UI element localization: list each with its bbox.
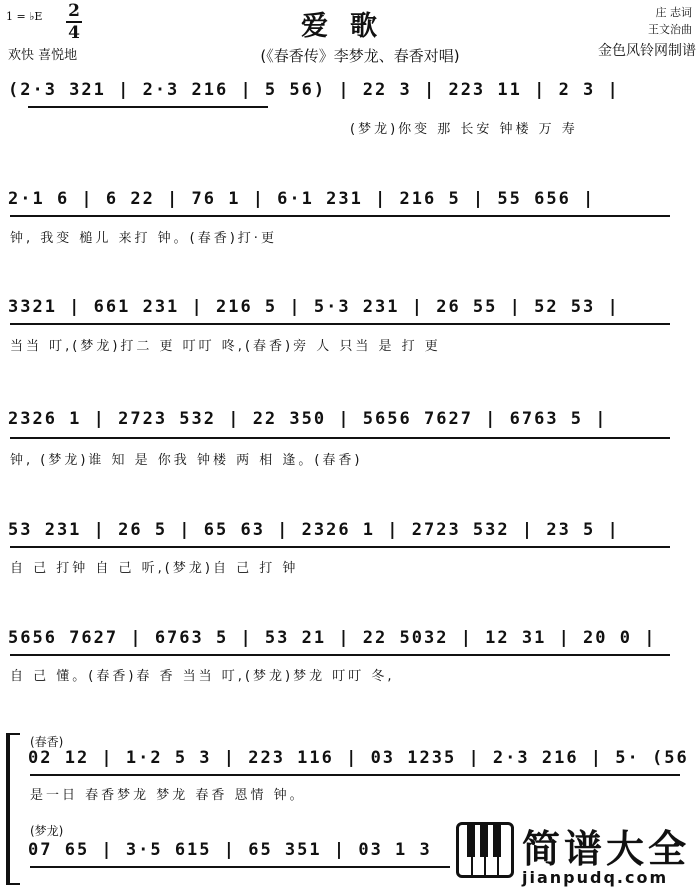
lyrics-line-chunxiang: 是一日 春香梦龙 梦龙 春香 恩情 钟。 [30,788,306,803]
time-signature [66,2,82,42]
system-brace [6,733,20,885]
piano-icon [456,822,514,878]
beam-line [10,215,670,217]
role-label-menglong: (梦龙) [30,824,64,838]
notation-line-chunxiang: 02 12 | 1·2 5 3 | 223 116 | 03 1235 | 2·3 216 | 5· (56 [28,748,689,768]
song-title: 爱歌 [301,11,399,42]
lyricist-credit: 庄 志词 [655,6,692,19]
beam-line [10,323,670,325]
beam-line [30,774,680,776]
notation-line-menglong: 07 65 | 3·5 615 | 65 351 | 03 1 3 [28,840,432,860]
maker-credit: 金色风铃网制谱 [598,43,696,59]
logo-url: jianpudq.com [522,868,669,887]
lyrics-line-1: (梦龙)你变 那 长安 钟楼 万 寿 [350,122,578,137]
song-subtitle: (《春香传》李梦龙、春香对唱) [260,47,460,65]
notation-line-3: 3321 | 661 231 | 216 5 | 5·3 231 | 26 55 | 52 53 | [8,297,620,317]
role-label-chunxiang: (春香) [30,735,64,749]
lyrics-line-6: 自 己 懂。(春香)春 香 当当 叮,(梦龙)梦龙 叮叮 冬, [10,669,395,684]
notation-line-6: 5656 7627 | 6763 5 | 53 21 | 22 5032 | 12 31 | 20 0 | [8,628,657,648]
notation-line-5: 53 231 | 26 5 | 65 63 | 2326 1 | 2723 532 | 23 5 | [8,520,620,540]
lyrics-line-3: 当当 叮,(梦龙)打二 更 叮叮 咚,(春香)旁 人 只当 是 打 更 [10,339,441,354]
lyrics-line-4: 钟, (梦龙)谁 知 是 你我 钟楼 两 相 逢。(春香) [10,453,363,468]
lyrics-line-5: 自 己 打钟 自 己 听,(梦龙)自 己 打 钟 [10,561,299,576]
notation-line-4: 2326 1 | 2723 532 | 22 350 | 5656 7627 | 6763 5 | [8,409,608,429]
beam-line [28,106,268,108]
notation-line-1: (2·3 321 | 2·3 216 | 5 56) | 22 3 | 223 11 | 2 3 | [8,80,620,100]
beam-line [10,437,670,439]
notation-line-2: 2·1 6 | 6 22 | 76 1 | 6·1 231 | 216 5 | 55 656 | [8,189,596,209]
tempo-marking: 欢快 喜悦地 [8,48,78,63]
beam-line [10,546,670,548]
key-signature: 1 = ♭E [6,10,43,23]
time-signature-bottom: 4 [68,23,80,43]
composer-credit: 王文治曲 [648,23,692,36]
beam-line [10,654,670,656]
time-signature-top: 2 [68,1,80,21]
beam-line [30,866,450,868]
logo-text: 简谱大全 [522,827,691,871]
lyrics-line-2: 钟, 我变 槌儿 来打 钟。(春香)打·更 [10,231,277,246]
site-logo [456,818,694,888]
